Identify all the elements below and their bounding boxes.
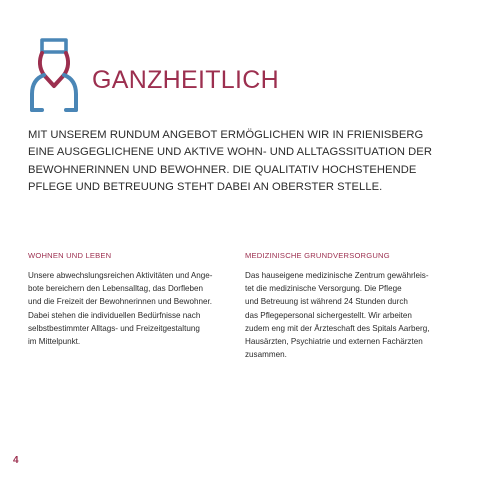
column-title: WOHNEN UND LEBEN [28, 251, 112, 260]
column-line: bote bereichern den Lebensalltag, das Dorfleben [28, 284, 204, 294]
page-headline: GANZHEITLICH [92, 66, 279, 94]
column-medizinische-grundversorgung [245, 251, 459, 361]
column-line: tet die medizinische Versorgung. Die Pflege [245, 284, 402, 294]
column-line: und die Freizeit der Bewohnerinnen und Bewohner. [28, 297, 213, 307]
column-body [28, 269, 242, 348]
nurse-figure-icon [28, 38, 80, 112]
intro-paragraph [28, 127, 448, 196]
column-line: Hausärzten, Psychiatrie und externen Fachärzten [245, 337, 423, 347]
page-number: 4 [13, 455, 19, 466]
column-line: Dabei stehen die individuellen Bedürfnisse nach [28, 310, 201, 320]
column-line: selbstbestimmter Alltags- und Freizeitgestaltung [28, 323, 200, 333]
column-line: das Pflegepersonal sichergestellt. Wir arbeiten [245, 310, 412, 320]
column-line: Das hauseigene medizinische Zentrum gewährleis- [245, 271, 429, 280]
intro-line: EINE AUSGEGLICHENE UND AKTIVE WOHN- UND ALLTAGSSITUATION DER [28, 146, 432, 159]
intro-line: BEWOHNERINNEN UND BEWOHNER. DIE QUALITATIV HOCHSTEHENDE [28, 163, 417, 176]
column-title: MEDIZINISCHE GRUNDVERSORGUNG [245, 251, 390, 260]
column-wohnen-und-leben [28, 251, 242, 348]
intro-line: PFLEGE UND BETREUUNG STEHT DABEI AN OBERSTER STELLE. [28, 180, 383, 193]
column-body [245, 269, 459, 361]
intro-line: MIT UNSEREM RUNDUM ANGEBOT ERMÖGLICHEN WIR IN FRIENISBERG [28, 129, 424, 141]
column-line: zusammen. [245, 350, 287, 360]
column-line: Unsere abwechslungsreichen Aktivitäten und Ange- [28, 271, 213, 280]
column-line: zudem eng mit der Ärzteschaft des Spitals Aarberg, [245, 323, 430, 333]
column-line: im Mittelpunkt. [28, 337, 81, 347]
column-line: und Betreuung ist während 24 Stunden durch [245, 297, 408, 307]
